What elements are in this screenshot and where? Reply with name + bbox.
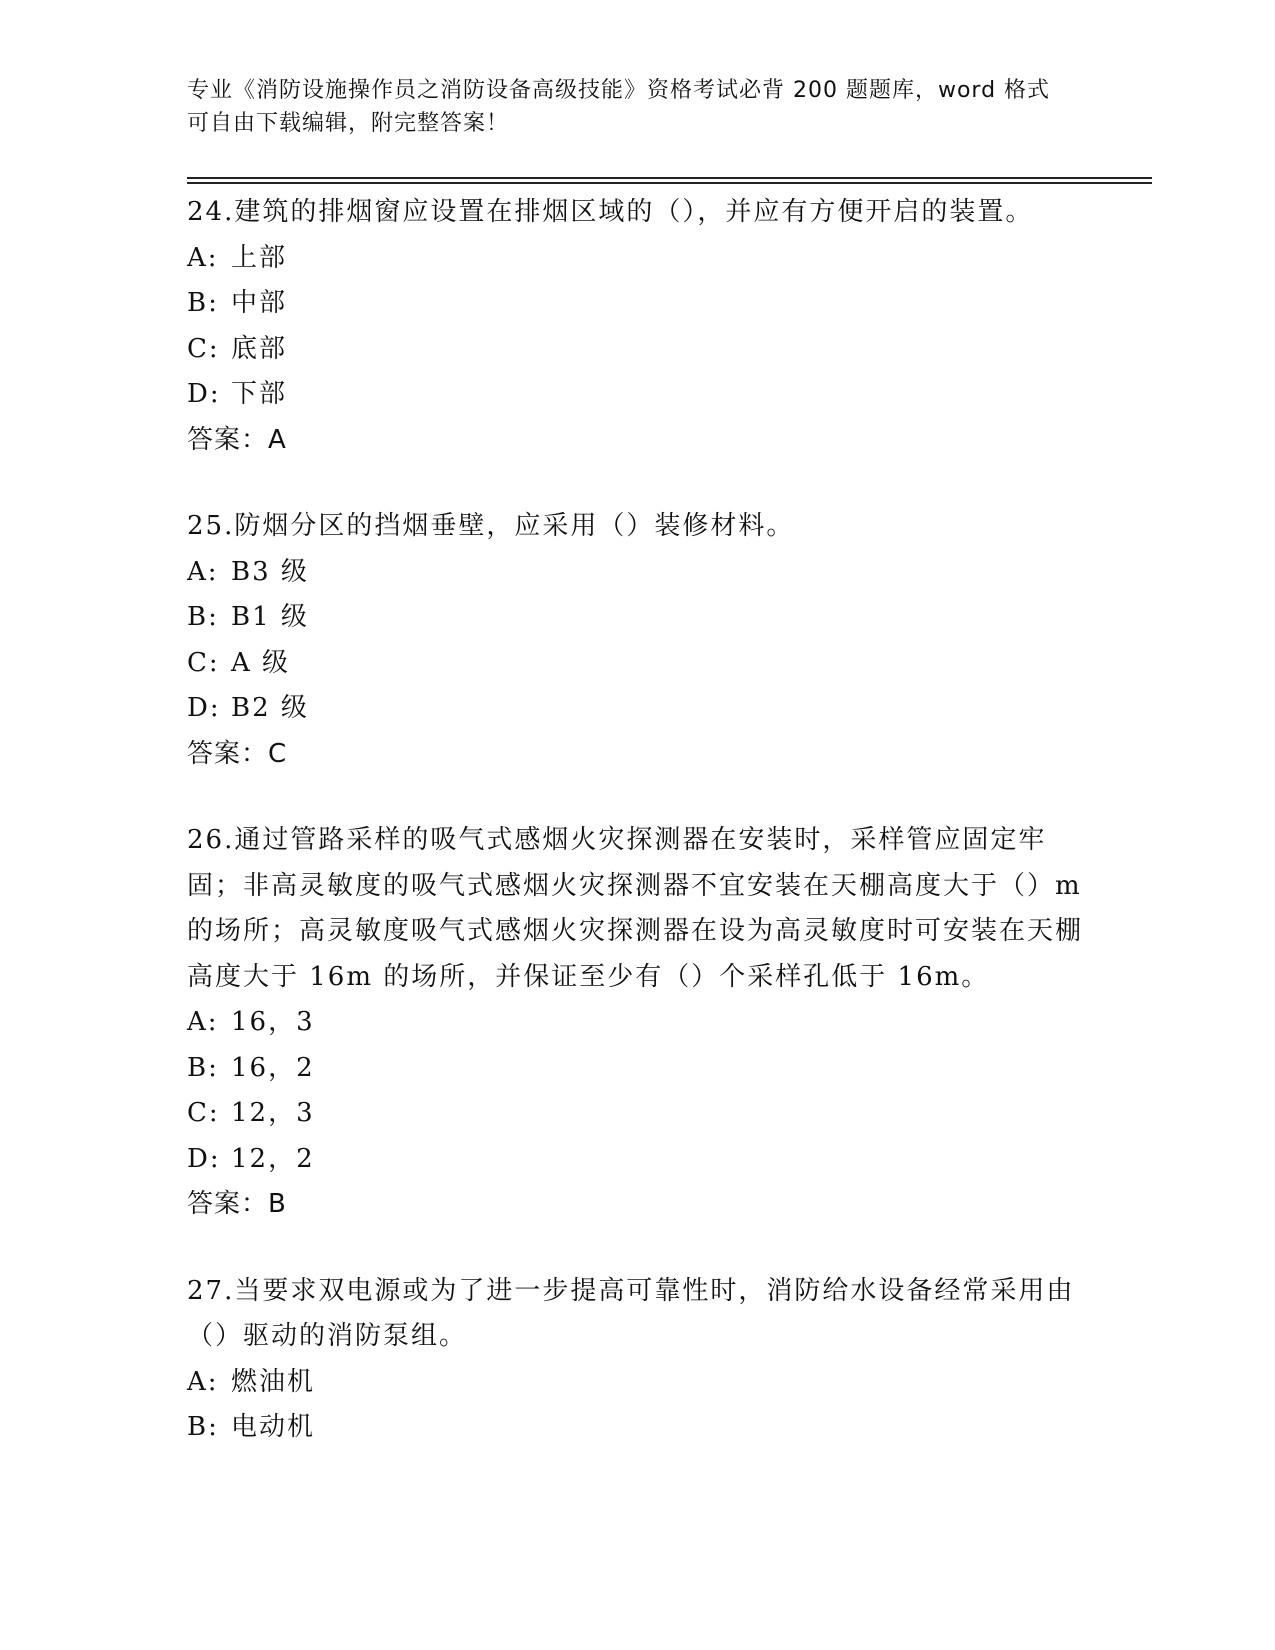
option-letter: C: — [187, 647, 220, 678]
option-text: B1 级 — [231, 602, 309, 632]
option-a — [187, 1000, 1087, 1046]
answer-line: 答案：B — [187, 1189, 287, 1219]
option-a — [187, 236, 1087, 282]
option-letter: D: — [187, 379, 221, 409]
header-divider-top — [187, 177, 1152, 179]
option-text: A 级 — [231, 647, 291, 678]
option-letter: D: — [187, 693, 221, 723]
option-text: 电动机 — [231, 1412, 316, 1442]
option-b — [187, 281, 1087, 327]
option-letter: B: — [187, 1052, 219, 1083]
option-text: 燃油机 — [231, 1366, 316, 1397]
question-stem: 24.建筑的排烟窗应设置在排烟区域的（），并应有方便开启的装置。 — [187, 197, 1034, 227]
question-24 — [187, 190, 1087, 463]
option-text: 16，3 — [231, 1007, 315, 1037]
option-letter: C: — [187, 1098, 220, 1128]
header-divider-bottom — [187, 182, 1152, 184]
answer-line: 答案：A — [187, 424, 287, 455]
option-b — [187, 1046, 1087, 1092]
option-a — [187, 1360, 1087, 1406]
option-c — [187, 641, 1087, 687]
option-text: 12，2 — [231, 1143, 315, 1174]
answer-line: 答案：C — [187, 738, 288, 769]
option-d — [187, 686, 1087, 732]
option-text: 底部 — [231, 333, 288, 364]
option-text: 12，3 — [231, 1098, 315, 1128]
question-list — [187, 190, 1087, 1492]
option-text: B3 级 — [231, 556, 309, 587]
option-b — [187, 595, 1087, 641]
option-text: 上部 — [231, 242, 288, 273]
document-header: 专业《消防设施操作员之消防设备高级技能》资格考试必背 200 题题库，word 格式可自由下载编辑，附完整答案！ — [187, 78, 1051, 136]
option-b — [187, 1405, 1087, 1451]
option-letter: B: — [187, 1412, 219, 1442]
option-letter: A: — [187, 556, 219, 587]
option-letter: A: — [187, 1366, 219, 1397]
option-d — [187, 1137, 1087, 1183]
question-25 — [187, 504, 1087, 777]
option-c — [187, 327, 1087, 373]
option-text: B2 级 — [231, 693, 309, 723]
question-stem: 27.当要求双电源或为了进一步提高可靠性时，消防给水设备经常采用由（）驱动的消防泵组。 — [187, 1275, 1075, 1351]
option-text: 下部 — [231, 379, 288, 409]
option-letter: C: — [187, 333, 220, 364]
question-stem: 25.防烟分区的挡烟垂壁，应采用（）装修材料。 — [187, 511, 795, 541]
option-letter: A: — [187, 1007, 219, 1037]
question-27 — [187, 1269, 1087, 1451]
option-letter: D: — [187, 1143, 221, 1174]
option-letter: B: — [187, 288, 219, 318]
question-26 — [187, 818, 1087, 1228]
option-text: 中部 — [231, 288, 288, 318]
option-c — [187, 1091, 1087, 1137]
option-d — [187, 372, 1087, 418]
question-stem: 26.通过管路采样的吸气式感烟火灾探测器在安装时，采样管应固定牢固；非高灵敏度的吸气式感烟火灾探测器不宜安装在天棚高度大于（）m 的场所；高灵敏度吸气式感烟火灾探测器在设为高灵敏度时可安装在天棚高度大于 16m 的场所，并保证至少有（）个采样孔低于 16m。 — [187, 825, 1084, 992]
option-letter: B: — [187, 602, 219, 632]
option-text: 16，2 — [231, 1052, 315, 1083]
option-a — [187, 550, 1087, 596]
option-letter: A: — [187, 242, 219, 273]
